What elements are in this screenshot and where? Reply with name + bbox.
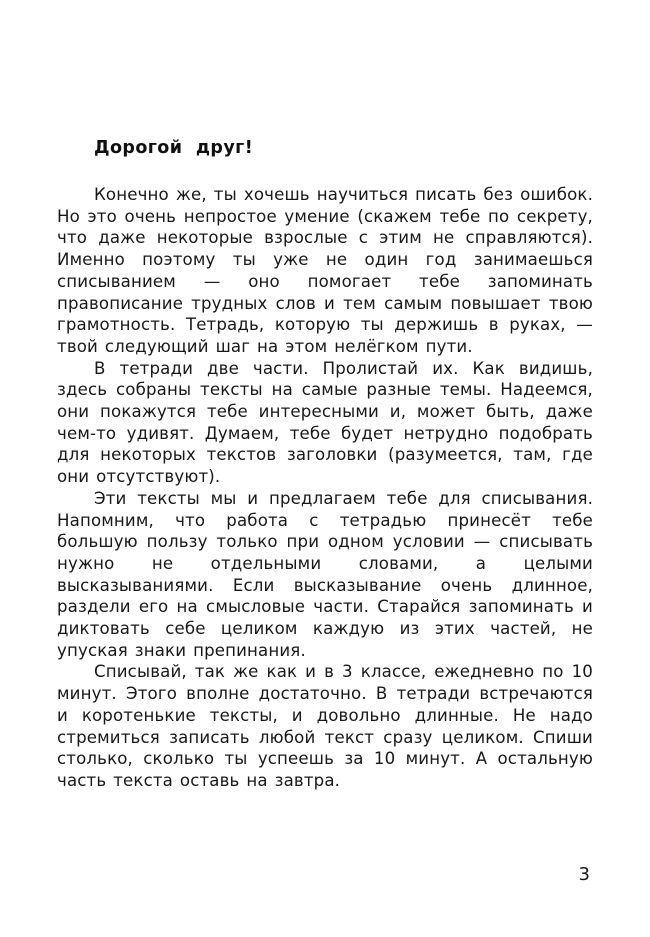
paragraph-intro: Конечно же, ты хочешь научиться писать без ошибок. Но это очень непростое умение (скажем тебе по секрету, что даже некоторые взрослые с этим не справляются). Именно поэтому ты уже не один год занимаешься списыванием — оно помогает тебе запоминать правописание трудных слов и тем самым повышает твою грамотность. Тетрадь, которую ты держишь в руках, — твой следующий шаг на этом нелёгком пути. xyxy=(57,185,593,356)
paragraph-two-parts: В тетради две части. Пролистай их. Как видишь, здесь собраны тексты на самые разные темы. Надеемся, они покажутся тебе интересными и, может быть, даже чем-то удивят. Думаем, тебе будет нетрудно подобрать для некоторых текстов заголовки (разумеется, там, где они отсутствуют). xyxy=(57,358,593,487)
page-number: 3 xyxy=(578,864,590,885)
paragraph-copying-rules: Эти тексты мы и предлагаем тебе для списывания. Напомним, что работа с тетрадью принесёт тебе большую пользу только при одном условии — списывать нужно не отдельными словами, а целыми высказываниями. Если высказывание очень длинное, раздели его на смысловые части. Старайся запоминать и диктовать себе целиком каждую из этих частей, не упуская знаки препинания. xyxy=(57,488,593,660)
paragraph-daily-practice: Списывай, так же как и в 3 классе, ежедневно по 10 минут. Этого вполне достаточно. В тетради встречаются и коротенькие тексты, и довольно длинные. Не надо стремиться записать любой текст сразу целиком. Спиши столько, сколько ты успеешь за 10 минут. А остальную часть текста оставь на завтра. xyxy=(57,662,593,790)
page-body xyxy=(57,184,593,792)
page-title: Дорогой друг! xyxy=(94,138,254,158)
